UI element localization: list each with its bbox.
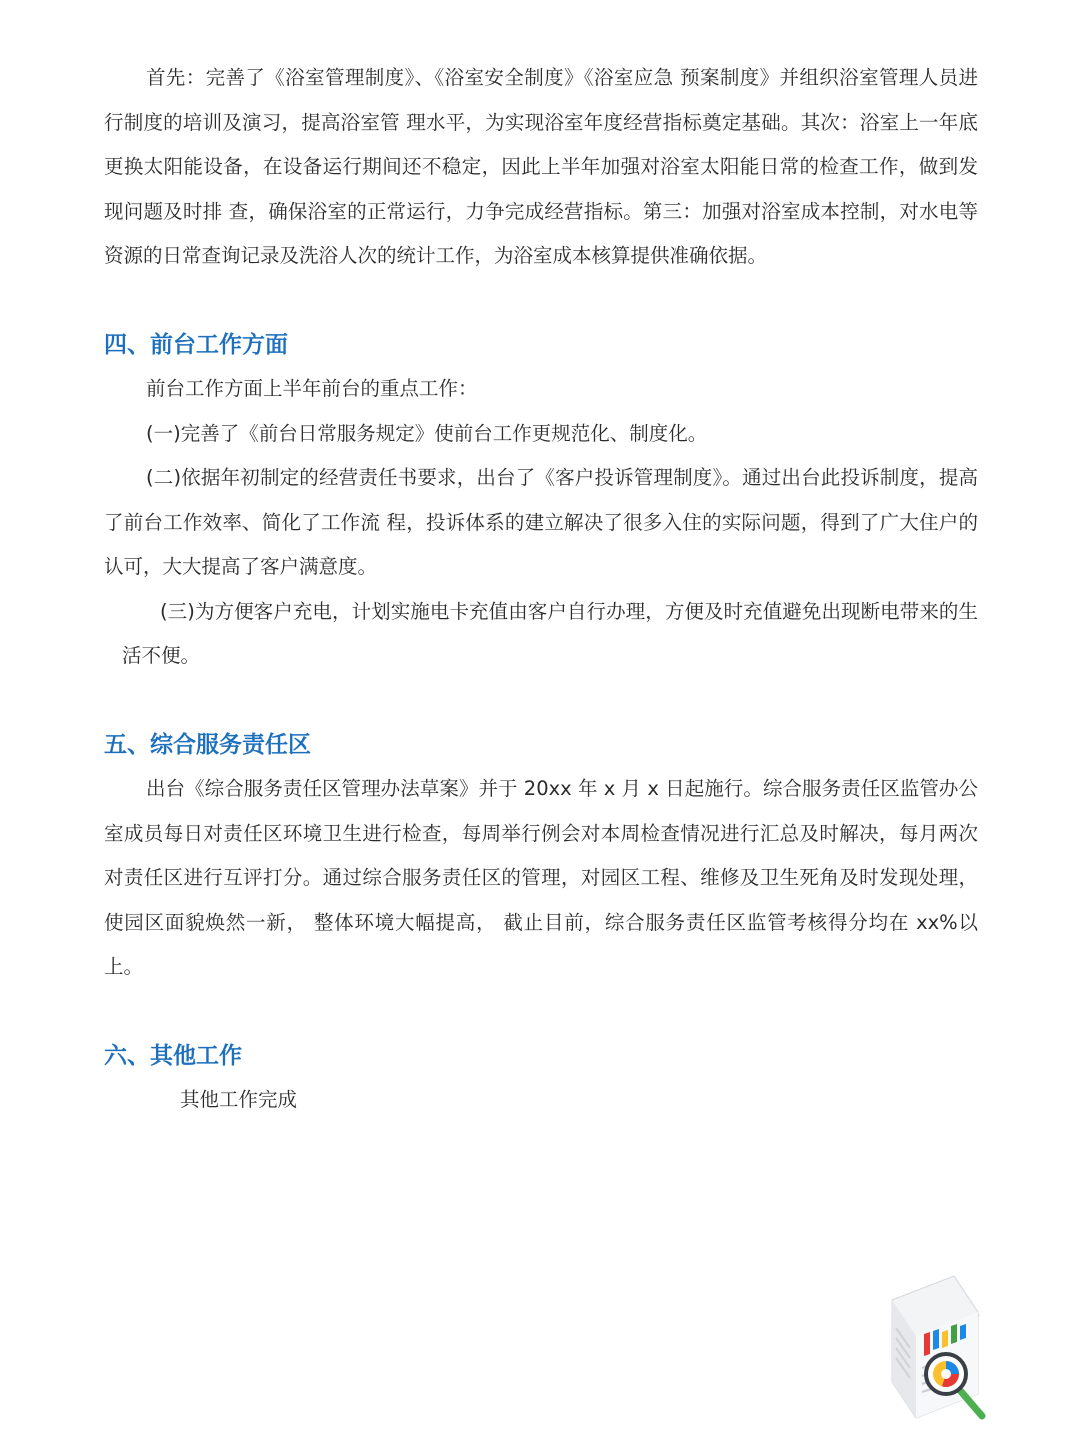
section-4-item-3: (三)为方便客户充电，计划实施电卡充值由客户自行办理，方便及时充值避免出现断电带来的生活不便。	[122, 599, 978, 667]
intro-paragraph: 首先：完善了《浴室管理制度》、《浴室安全制度》《浴室应急 预案制度》并组织浴室管理人员进行制度的培训及演习，提高浴室管 理水平，为实现浴室年度经营指标奠定基础。其次：浴室上一年底更换太阳能设备，在设备运行期间还不稳定，因此上半年加强对浴室太阳能日常的检查工作，做到发现问题及时排 查，确保浴室的正常运行，力争完成经营指标。第三：加强对浴室成本控制，对水电等资源的日常查询记录及洗浴人次的统计工作，为浴室成本核算提供准确依据。	[104, 66, 978, 267]
section-5-paragraph: 出台《综合服务责任区管理办法草案》并于 20xx 年 x 月 x 日起施行。综合服务责任区监管办公室成员每日对责任区环境卫生进行检查，每周举行例会对本周检查情况进行汇总及时解决，每月两次对责任区进行互评打分。通过综合服务责任区的管理，对园区工程、维修及卫生死角及时发现处理， 使园区面貌焕然一新， 整体环境大幅提高， 截止目前，综合服务责任区监管考核得分均在 xx%以上。	[104, 777, 978, 978]
section-4-intro: 前台工作方面上半年前台的重点工作：	[146, 377, 478, 400]
section-4-heading: 四、前台工作方面	[104, 331, 288, 358]
report-analysis-icon	[886, 1276, 996, 1426]
section-6-heading: 六、其他工作	[104, 1042, 242, 1069]
document-content	[104, 56, 978, 1123]
section-6-paragraph: 其他工作完成	[180, 1088, 298, 1111]
spacer	[104, 679, 978, 723]
section-5-heading: 五、综合服务责任区	[104, 731, 311, 758]
spacer	[104, 279, 978, 323]
spacer	[104, 990, 978, 1034]
section-4-item-2: (二)依据年初制定的经营责任书要求，出台了《客户投诉管理制度》。通过出台此投诉制度，提高了前台工作效率、简化了工作流 程，投诉体系的建立解决了很多入住的实际问题，得到了广大住户的认可，大大提高了客户满意度。	[104, 466, 978, 578]
section-4-item-1: (一)完善了《前台日常服务规定》使前台工作更规范化、制度化。	[146, 421, 708, 445]
